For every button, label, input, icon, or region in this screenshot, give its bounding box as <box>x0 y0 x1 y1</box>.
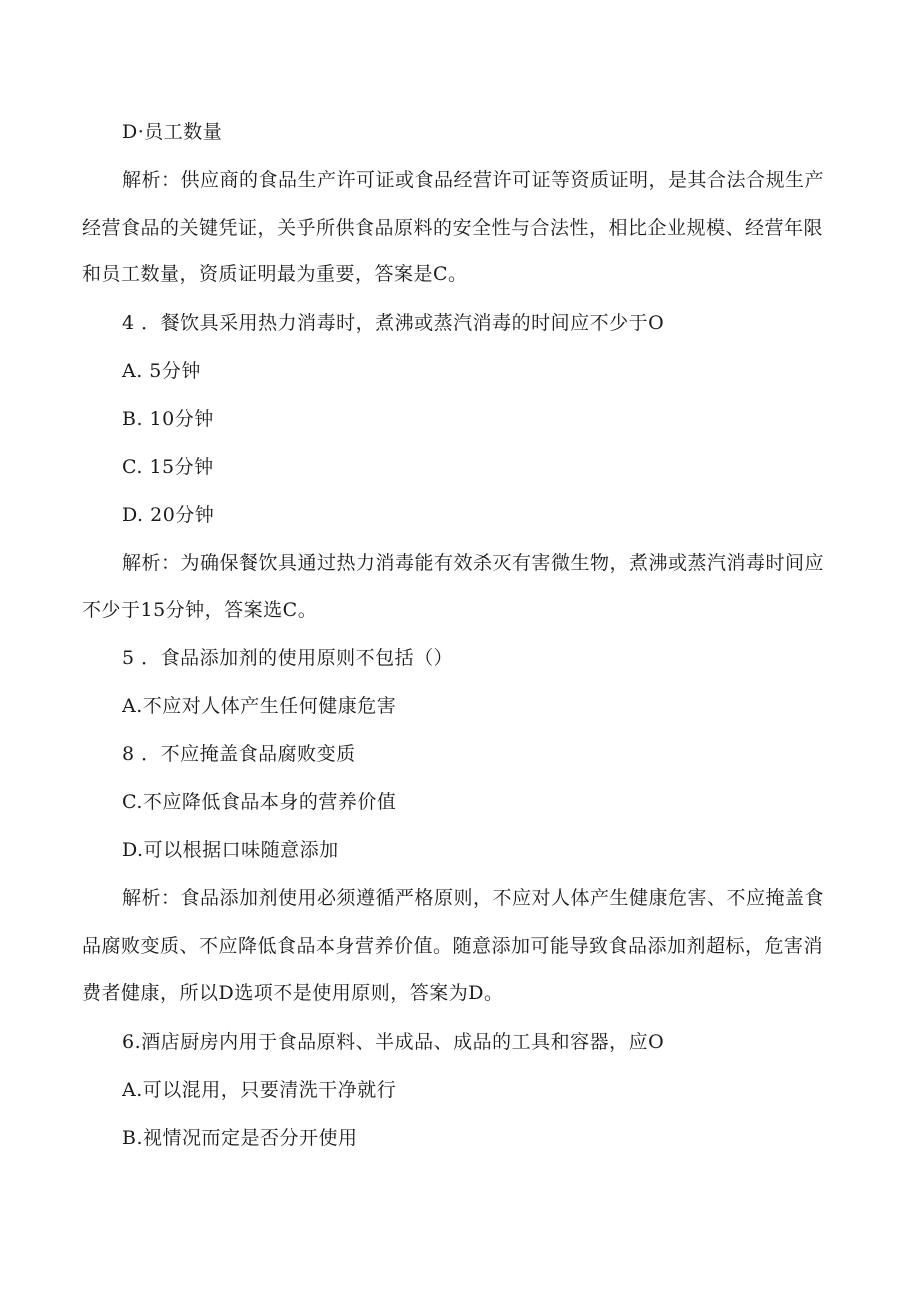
option-a: A. 5分钟 <box>122 360 201 382</box>
analysis-line: 费者健康，所以D选项不是使用原则，答案为D。 <box>82 982 504 1004</box>
analysis-line: 不少于15分钟，答案选C。 <box>82 599 318 621</box>
option-b: B. 10分钟 <box>122 408 214 430</box>
option-b: B.视情况而定是否分开使用 <box>122 1127 358 1149</box>
analysis-line: 品腐败变质、不应降低食品本身营养价值。随意添加可能导致食品添加剂超标，危害消 <box>82 935 824 957</box>
analysis-line: 和员工数量，资质证明最为重要，答案是C。 <box>82 263 468 285</box>
question-5: 5 ．食品添加剂的使用原则不包括（） <box>122 647 454 669</box>
analysis-line: 解析：为确保餐饮具通过热力消毒能有效杀灭有害微生物，煮沸或蒸汽消毒时间应 <box>122 552 825 574</box>
option-d: D.可以根据口味随意添加 <box>122 839 339 861</box>
option-c: C. 15分钟 <box>122 456 214 478</box>
option-d-staff-count: D·员工数量 <box>122 121 223 143</box>
question-6: 6.酒店厨房内用于食品原料、半成品、成品的工具和容器，应O <box>122 1031 665 1053</box>
analysis-line: 解析：食品添加剂使用必须遵循严格原则，不应对人体产生健康危害、不应掩盖食 <box>122 887 825 909</box>
option-a: A.可以混用，只要清洗干净就行 <box>122 1079 397 1101</box>
option-c: C.不应降低食品本身的营养价值 <box>122 791 397 813</box>
analysis-line: 经营食品的关键凭证，关乎所供食品原料的安全性与合法性，相比企业规模、经营年限 <box>82 217 824 239</box>
option-d: D. 20分钟 <box>122 504 215 526</box>
question-4: 4 ．餐饮具采用热力消毒时，煮沸或蒸汽消毒的时间应不少于O <box>122 312 665 334</box>
analysis-line: 解析：供应商的食品生产许可证或食品经营许可证等资质证明，是其合法合规生产 <box>122 169 825 191</box>
option-a: A.不应对人体产生任何健康危害 <box>122 695 397 717</box>
option-b: 8 ．不应掩盖食品腐败变质 <box>122 743 356 765</box>
